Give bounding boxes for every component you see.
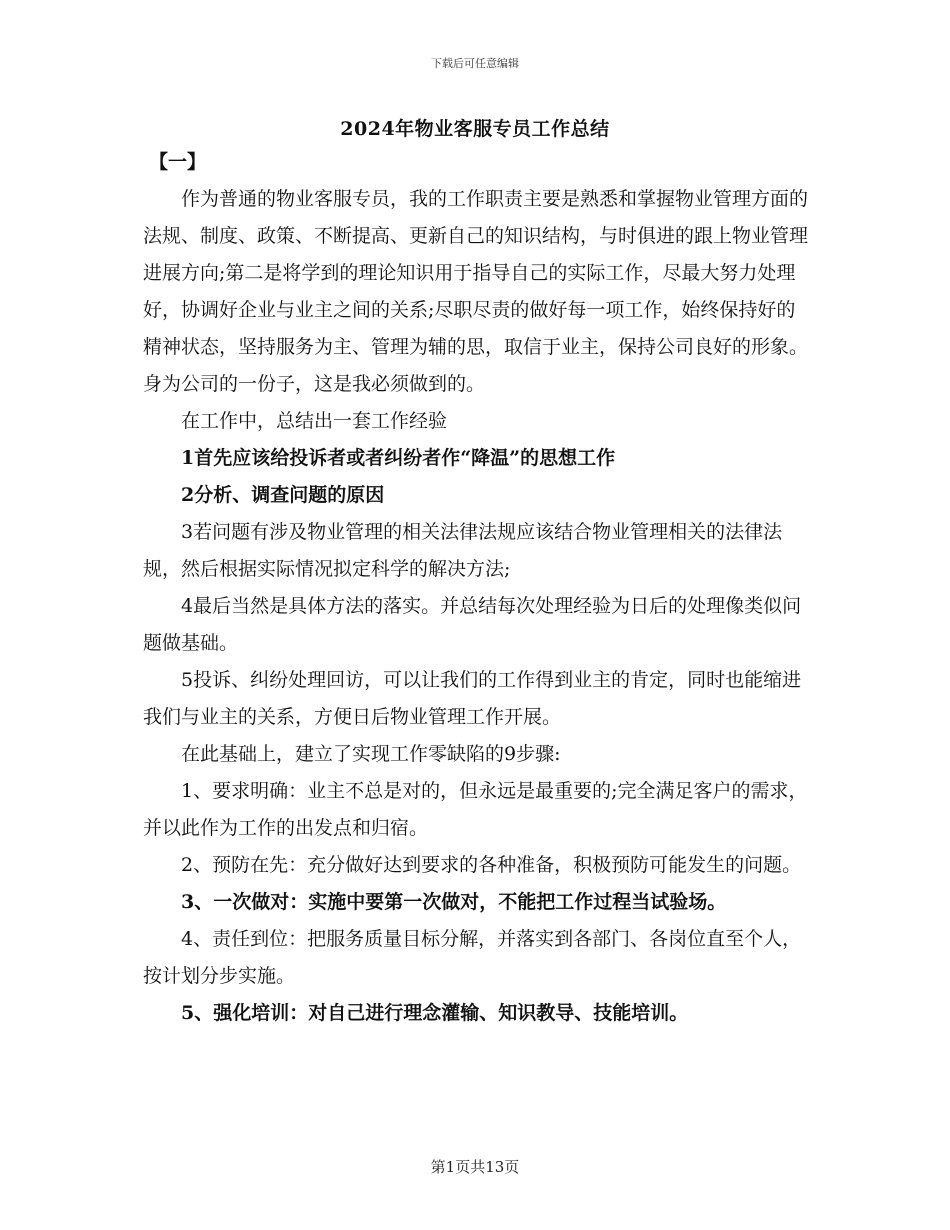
paragraph-step-5: 5投诉、纠纷处理回访，可以让我们的工作得到业主的肯定，同时也能缩进我们与业主的关系，方便日后物业管理工作开展。: [143, 669, 802, 728]
paragraph-prevention: 2、预防在先：充分做好达到要求的各种准备，积极预防可能发生的问题。: [181, 854, 802, 876]
paragraph-step-2: 2分析、调查问题的原因: [181, 484, 385, 506]
page-header: 下载后可任意编辑: [431, 57, 519, 70]
paragraph-step-1: 1首先应该给投诉者或者纠纷者作“降温”的思想工作: [181, 447, 616, 469]
paragraph-step-4: 4最后当然是具体方法的落实。并总结每次处理经验为日后的处理像类似问题做基础。: [143, 595, 802, 654]
paragraph-intro: 作为普通的物业客服专员，我的工作职责主要是熟悉和掌握物业管理方面的法规、制度、政策、不断提高、更新自己的知识结构，与时俱进的跟上物业管理进展方向;第二是将学到的理论知识用于指导自己的实际工作，尽最大努力处理好，协调好企业与业主之间的关系;尽职尽责的做好每一项工作，始终保持好的精神状态，坚持服务为主、管理为辅的思，取信于业主，保持公司良好的形象。身为公司的一份子，这是我必须做到的。: [143, 188, 809, 395]
paragraph-nine-steps-intro: 在此基础上，建立了实现工作零缺陷的9步骤:: [181, 743, 561, 765]
paragraph-requirement: 1、要求明确：业主不总是对的，但永远是最重要的;完全满足客户的需求，并以此作为工作的出发点和归宿。: [143, 780, 808, 839]
document-body: [143, 144, 813, 1032]
document-title: 2024年物业客服专员工作总结: [340, 118, 610, 140]
paragraph-training: 5、强化培训：对自己进行理念灌输、知识教导、技能培训。: [181, 1002, 689, 1024]
section-heading: 【一】: [149, 151, 207, 173]
paragraph-do-right-first: 3、一次做对：实施中要第一次做对，不能把工作过程当试验场。: [181, 891, 727, 913]
paragraph-experience-intro: 在工作中，总结出一套工作经验: [181, 410, 448, 432]
paragraph-responsibility: 4、责任到位：把服务质量目标分解，并落实到各部门、各岗位直至个人，按计划分步实施。: [143, 928, 802, 987]
paragraph-step-3: 3若问题有涉及物业管理的相关法律法规应该结合物业管理相关的法律法规，然后根据实际情况拟定科学的解决方法;: [143, 521, 783, 580]
page-footer: 第1页共13页: [430, 1158, 520, 1176]
